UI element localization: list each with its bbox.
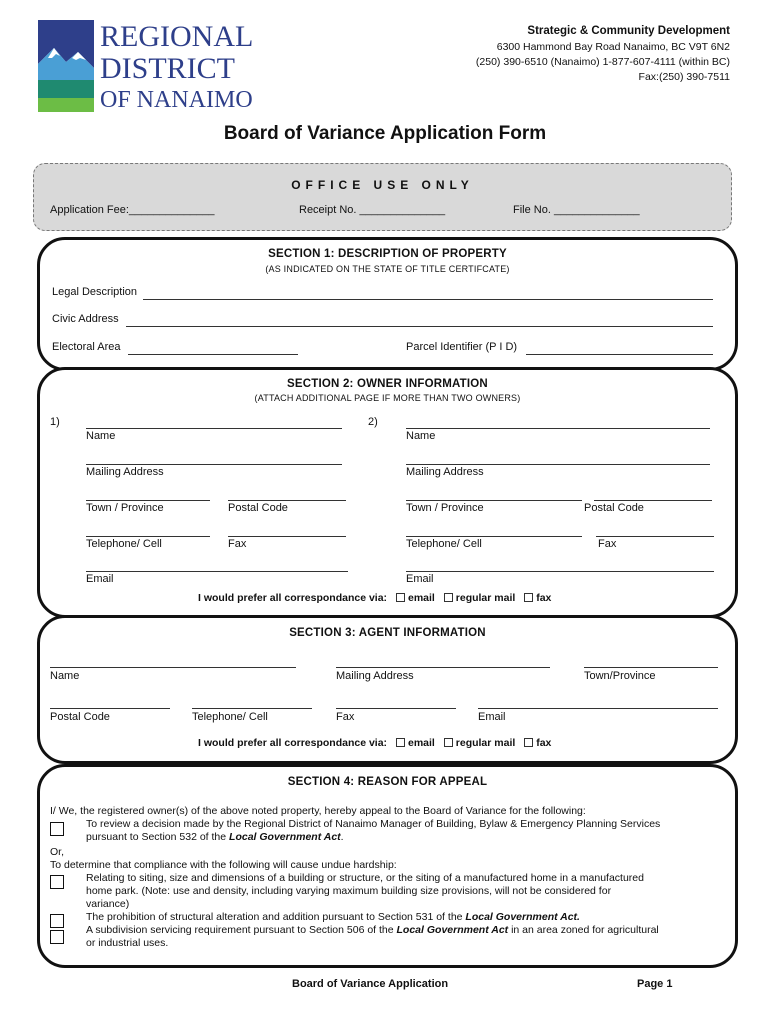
checkbox-icon[interactable]	[444, 593, 453, 602]
pref-fax-option[interactable]	[524, 737, 551, 749]
owner-1-fax-field[interactable]	[228, 536, 346, 537]
or-label: Or,	[50, 846, 65, 858]
logo	[38, 18, 253, 114]
option-structural-text: The prohibition of structural alteration and addition pursuant to Section 531 of the	[86, 911, 466, 923]
option-review-line1: To review a decision made by the Regional District of Nanaimo Manager of Building, Bylaw & Emergency Planning Services	[86, 818, 661, 830]
application-fee-field[interactable]: Application Fee:______________	[50, 204, 215, 216]
act-reference: Local Government Act	[396, 924, 509, 936]
option-subdivision-line1	[86, 924, 659, 937]
option-review-line2	[86, 831, 344, 844]
legal-description-label: Legal Description	[52, 286, 137, 298]
header-contact	[476, 22, 730, 85]
pref-mail-option[interactable]	[444, 592, 516, 604]
header-phone: (250) 390-6510 (Nanaimo) 1-877-607-4111 (within BC)	[475, 56, 730, 68]
option-subdivision-text: A subdivision servicing requirement pursuant to Section 506 of the	[86, 924, 397, 936]
owner-2-name-field[interactable]	[406, 428, 710, 429]
hardship-label: To determine that compliance with the following will cause undue hardship:	[50, 859, 397, 871]
option-siting-line3: variance)	[86, 898, 130, 910]
owner-1-email-field[interactable]	[86, 571, 348, 572]
footer-form-name: Board of Variance Application	[292, 978, 449, 990]
pref-email-option[interactable]	[396, 737, 435, 749]
act-reference: Local Government Act.	[465, 911, 580, 923]
appeal-intro: I/ We, the registered owner(s) of the above noted property, hereby appeal to the Board of Variance for the following:	[50, 805, 586, 817]
section-2-owner	[37, 367, 738, 618]
page-title: Board of Variance Application Form	[223, 123, 547, 144]
agent-phone-label: Telephone/ Cell	[192, 711, 268, 723]
electoral-area-field[interactable]	[128, 354, 298, 355]
owner-correspondence-preference	[198, 592, 551, 604]
owner-1-postal-label: Postal Code	[228, 502, 288, 514]
agent-fax-label: Fax	[336, 711, 355, 723]
owner-1-number: 1)	[50, 416, 60, 428]
owner-2-phone-label: Telephone/ Cell	[406, 538, 482, 550]
agent-name-field[interactable]	[50, 667, 296, 668]
pref-fax-label: fax	[536, 592, 552, 604]
logo-line3: OF NANAIMO	[100, 87, 253, 113]
header-address: 6300 Hammond Bay Road Nanaimo, BC V9T 6N2	[496, 41, 730, 53]
subdivision-checkbox[interactable]	[50, 930, 64, 944]
owner-1-town-field[interactable]	[86, 500, 210, 501]
owner-1-mailing-label: Mailing Address	[86, 466, 164, 478]
file-no-field[interactable]: File No. ______________	[513, 204, 640, 216]
owner-2-postal-label: Postal Code	[584, 502, 644, 514]
owner-2-email-label: Email	[406, 573, 434, 585]
legal-description-field[interactable]	[143, 299, 713, 300]
agent-email-field[interactable]	[478, 708, 718, 709]
footer-page-number: Page 1	[637, 978, 673, 990]
owner-2-name-label: Name	[406, 430, 436, 442]
header-dept: Strategic & Community Development	[527, 25, 730, 37]
owner-1-phone-field[interactable]	[86, 536, 210, 537]
owner-1-phone-label: Telephone/ Cell	[86, 538, 162, 550]
checkbox-icon[interactable]	[524, 738, 533, 747]
section-1-property	[37, 237, 738, 371]
agent-postal-field[interactable]	[50, 708, 170, 709]
receipt-no-field[interactable]: Receipt No. ______________	[299, 204, 446, 216]
section-1-heading: SECTION 1: DESCRIPTION OF PROPERTY	[268, 248, 507, 260]
civic-address-label: Civic Address	[52, 313, 119, 325]
agent-mailing-field[interactable]	[336, 667, 550, 668]
agent-town-label: Town/Province	[584, 670, 656, 682]
owner-1-mailing-field[interactable]	[86, 464, 342, 465]
electoral-area-label: Electoral Area	[52, 341, 121, 353]
owner-1-town-label: Town / Province	[86, 502, 164, 514]
office-heading: OFFICE USE ONLY	[291, 178, 474, 192]
pref-fax-label: fax	[536, 737, 552, 749]
checkbox-icon[interactable]	[524, 593, 533, 602]
agent-email-label: Email	[478, 711, 506, 723]
section-1-subheading: (AS INDICATED ON THE STATE OF TITLE CERTIFCATE)	[265, 264, 510, 274]
agent-town-field[interactable]	[584, 667, 718, 668]
preference-label: I would prefer all correspondance via:	[198, 592, 388, 604]
pref-email-label: email	[407, 737, 435, 749]
pref-email-label: email	[407, 592, 435, 604]
review-decision-checkbox[interactable]	[50, 822, 64, 836]
owner-2-mailing-label: Mailing Address	[406, 466, 484, 478]
pref-mail-option[interactable]	[444, 737, 516, 749]
section-2-subheading: (ATTACH ADDITIONAL PAGE IF MORE THAN TWO OWNERS)	[254, 393, 521, 403]
civic-address-field[interactable]	[126, 326, 713, 327]
owner-2-postal-field[interactable]	[594, 500, 712, 501]
owner-2-phone-field[interactable]	[406, 536, 582, 537]
section-4-reason	[37, 764, 738, 968]
section-2-heading: SECTION 2: OWNER INFORMATION	[287, 378, 488, 390]
agent-correspondence-preference	[198, 737, 551, 749]
section-3-agent	[37, 615, 738, 764]
pid-label: Parcel Identifier (P I D)	[406, 341, 518, 353]
act-reference: Local Government Act	[229, 831, 341, 843]
option-subdivision-text-2: in an area zoned for agricultural	[508, 924, 659, 936]
owner-1-name-label: Name	[86, 430, 116, 442]
agent-phone-field[interactable]	[192, 708, 312, 709]
pref-email-option[interactable]	[396, 592, 435, 604]
owner-2-town-field[interactable]	[406, 500, 582, 501]
pref-fax-option[interactable]	[524, 592, 551, 604]
mountain-logo-icon	[38, 18, 100, 114]
pid-field[interactable]	[526, 354, 713, 355]
owner-2-mailing-field[interactable]	[406, 464, 710, 465]
owner-1-email-label: Email	[86, 573, 114, 585]
owner-1-name-field[interactable]	[86, 428, 342, 429]
checkbox-icon[interactable]	[396, 593, 405, 602]
agent-postal-label: Postal Code	[50, 711, 110, 723]
section-3-heading: SECTION 3: AGENT INFORMATION	[289, 627, 486, 639]
preference-label: I would prefer all correspondance via:	[198, 737, 388, 749]
checkbox-icon[interactable]	[444, 738, 453, 747]
pref-mail-label: regular mail	[455, 737, 516, 749]
option-structural	[86, 911, 580, 924]
option-review-text: pursuant to Section 532 of the	[86, 831, 230, 843]
period: .	[340, 831, 344, 843]
section-4-heading: SECTION 4: REASON FOR APPEAL	[287, 776, 488, 788]
owner-2-email-field[interactable]	[406, 571, 714, 572]
owner-1-postal-field[interactable]	[228, 500, 346, 501]
owner-2-fax-field[interactable]	[596, 536, 714, 537]
header-fax: Fax:(250) 390-7511	[638, 71, 730, 83]
option-siting-line1: Relating to siting, size and dimensions of a building or structure, or the siting of a manufactured home in a manufactured	[86, 872, 644, 884]
owner-2-fax-label: Fax	[598, 538, 617, 550]
owner-2-town-label: Town / Province	[406, 502, 484, 514]
structural-alteration-checkbox[interactable]	[50, 914, 64, 928]
checkbox-icon[interactable]	[396, 738, 405, 747]
siting-checkbox[interactable]	[50, 875, 64, 889]
option-subdivision-line2: or industrial uses.	[86, 937, 169, 949]
office-use-box	[33, 163, 732, 231]
logo-line1: REGIONAL	[100, 20, 254, 53]
pref-mail-label: regular mail	[455, 592, 516, 604]
owner-1-fax-label: Fax	[228, 538, 247, 550]
owner-2-number: 2)	[368, 416, 378, 428]
agent-name-label: Name	[50, 670, 80, 682]
option-siting-line2: home park. (Note: use and density, including varying maximum building size provisions, will not be considered for	[86, 885, 612, 897]
agent-fax-field[interactable]	[336, 708, 456, 709]
logo-line2: DISTRICT	[100, 52, 235, 85]
agent-mailing-label: Mailing Address	[336, 670, 414, 682]
